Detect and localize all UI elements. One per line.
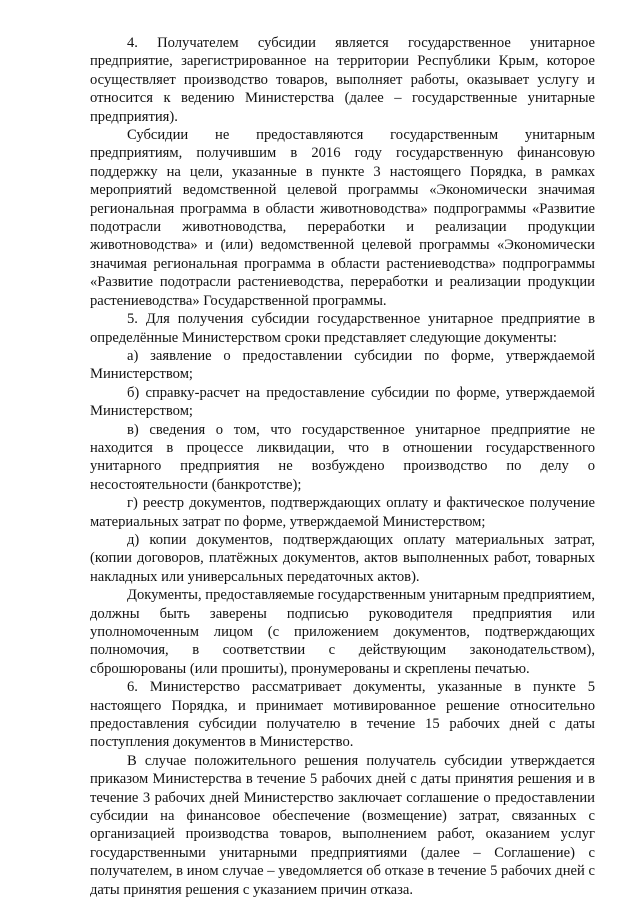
paragraph-certification: Документы, предоставляемые государственным унитарным предприятием, должны быть заверены подписью руководителя предприятия или уполномоченным лицом (с приложением документов, подтверждающих полномочия, в соответствии с действующим законодательством), сброшюрованы (или прошиты), пронумерованы и скреплены печатью. <box>90 587 595 677</box>
list-item-a-application: а) заявление о предоставлении субсидии по форме, утверждаемой Министерством; <box>90 347 595 383</box>
list-item-d-copies: д) копии документов, подтверждающих оплату материальных затрат, (копии договоров, платёжных документов, актов выполненных работ, товарных накладных или универсальных передаточных актов). <box>90 531 595 585</box>
paragraph-5-documents: 5. Для получения субсидии государственное унитарное предприятие в определённые Министерством сроки представляет следующие документы: <box>90 311 595 346</box>
list-item-b-calculation: б) справку-расчет на предоставление субсидии по форме, утверждаемой Министерством; <box>90 384 595 420</box>
paragraph-subsidy-exclusion: Субсидии не предоставляются государственным унитарным предприятиям, получившим в 2016 году государственную финансовую поддержку на цели, указанные в пункте 3 настоящего Порядка, в рамках мероприятий ведомственной целевой программы «Экономически значимая региональная программа в области животноводства» подпрограммы «Развитие подотрасли животноводства, переработки и реализации продукции животноводства» и (или) ведомственной целевой программы «Экономически значимая региональная программа в области растениеводства» подпрограммы «Развитие подотрасли растениеводства, переработки и реализации продукции растениеводства» Государственной программы. <box>90 127 595 309</box>
document-page <box>90 34 595 899</box>
paragraph-positive-decision: В случае положительного решения получатель субсидии утверждается приказом Министерства в течение 5 рабочих дней с даты принятия решения и в течение 3 рабочих дней Министерство заключает соглашение о предоставлении субсидии на финансовое обеспечение (возмещение) затрат, связанных с организацией производства товаров, выполнением работ, оказанием услуг государственными унитарными предприятиями (далее – Соглашение) с получателем, в ином случае – уведомляется об отказе в течение 5 рабочих дней с даты принятия решения с указанием причин отказа. <box>90 752 595 898</box>
paragraph-4-recipient: 4. Получателем субсидии является государственное унитарное предприятие, зарегистрированное на территории Республики Крым, которое осуществляет производство товаров, выполняет работы, оказывает услугу и относится к ведению Министерства (далее – государственные унитарные предприятия). <box>90 35 595 125</box>
list-item-g-register: г) реестр документов, подтверждающих оплату и фактическое получение материальных затрат по форме, утверждаемой Министерством; <box>90 495 595 530</box>
list-item-v-liquidation-info: в) сведения о том, что государственное унитарное предприятие не находится в процессе ликвидации, что в отношении государственного унитарного предприятия не возбуждено производство по делу о несостоятельности (банкротстве); <box>90 421 595 493</box>
paragraph-6-review: 6. Министерство рассматривает документы, указанные в пункте 5 настоящего Порядка, и принимает мотивированное решение относительно предоставления субсидии получателю в течение 15 рабочих дней с даты поступления документов в Министерство. <box>90 679 595 751</box>
